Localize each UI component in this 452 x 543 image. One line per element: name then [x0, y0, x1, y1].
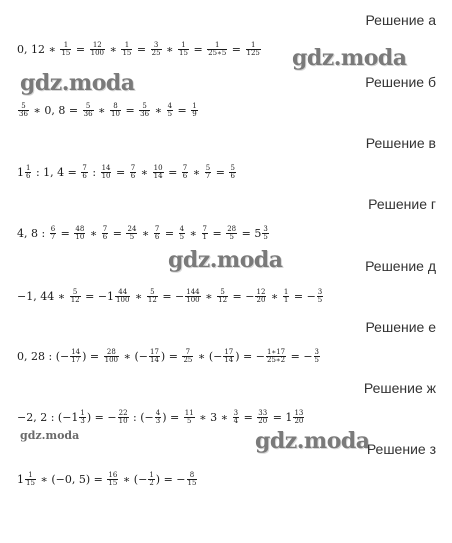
solution-equation-a: 0, 12 ∗ $\frac{1}{15}$ = $\frac{12}{100}$ ∗ $\frac{1}{15}$ = $\frac{3}{25}$ ∗ $\frac{1}{15}$ = $\frac{1}{25∗5}$ = $\frac{1}{125}$ [17, 41, 260, 58]
solution-equation-d: −1, 44 ∗ $\frac{5}{12}$ = −1 $\frac{44}{100}$ ∗ $\frac{5}{12}$ = − $\frac{144}{100}$ ∗ $\frac{5}{12}$ = − $\frac{12}{20}$ ∗ $\frac{1}{1}$ = − $\frac{3}{5}$ [17, 288, 323, 305]
solution-equation-g: 4, 8 : $\frac{6}{7}$ = $\frac{48}{10}$ ∗ $\frac{7}{6}$ = $\frac{24}{5}$ ∗ $\frac{7}{6}$ = $\frac{4}{5}$ ∗ $\frac{7}{1}$ = $\frac{28}{5}$ = 5 $\frac{3}{5}$ [17, 225, 268, 242]
watermark: gdz.moda [20, 70, 135, 96]
watermark: gdz.moda [20, 429, 80, 442]
solution-title-d: Решение д [365, 258, 436, 274]
solution-equation-zh: −2, 2 : (−1 $\frac{1}{3}$ ) = − $\frac{22}{10}$ : (− $\frac{4}{3}$ ) = $\frac{11}{5}$ ∗ 3 ∗ $\frac{3}{4}$ = $\frac{33}{20}$ = 1 $\frac{13}{20}$ [17, 409, 304, 426]
solution-equation-e: 0, 28 : (− $\frac{14}{17}$ ) = $\frac{28}{100}$ ∗ (− $\frac{17}{14}$ ) = $\frac{7}{25}$ ∗ (− $\frac{17}{14}$ ) = − $\frac{1∗17}{25∗2}$ = − $\frac{3}{5}$ [17, 348, 320, 365]
solution-title-g: Решение г [368, 196, 436, 212]
solution-equation-v: 1 $\frac{1}{6}$ : 1, 4 = $\frac{7}{6}$ : $\frac{14}{10}$ = $\frac{7}{6}$ ∗ $\frac{10}{14}$ = $\frac{7}{6}$ ∗ $\frac{5}{7}$ = $\frac{5}{6}$ [17, 164, 235, 181]
watermark: gdz.moda [292, 45, 407, 71]
solution-equation-z: 1 $\frac{1}{15}$ ∗ (−0, 5) = $\frac{16}{15}$ ∗ (− $\frac{1}{2}$ ) = − $\frac{8}{15}$ [17, 471, 197, 488]
solution-title-z: Решение з [366, 441, 436, 457]
watermark: gdz.moda [168, 247, 283, 273]
solution-title-b: Решение б [365, 74, 436, 90]
solution-equation-b: $\frac{5}{36}$ ∗ 0, 8 = $\frac{5}{36}$ ∗ $\frac{8}{10}$ = $\frac{5}{36}$ ∗ $\frac{4}{5}$ = $\frac{1}{9}$ [19, 102, 197, 119]
solution-title-e: Решение е [365, 319, 436, 335]
solution-title-v: Решение в [365, 135, 436, 151]
watermark: gdz.moda [255, 428, 370, 454]
solution-title-zh: Решение ж [363, 380, 436, 396]
solution-title-a: Решение а [365, 12, 436, 28]
